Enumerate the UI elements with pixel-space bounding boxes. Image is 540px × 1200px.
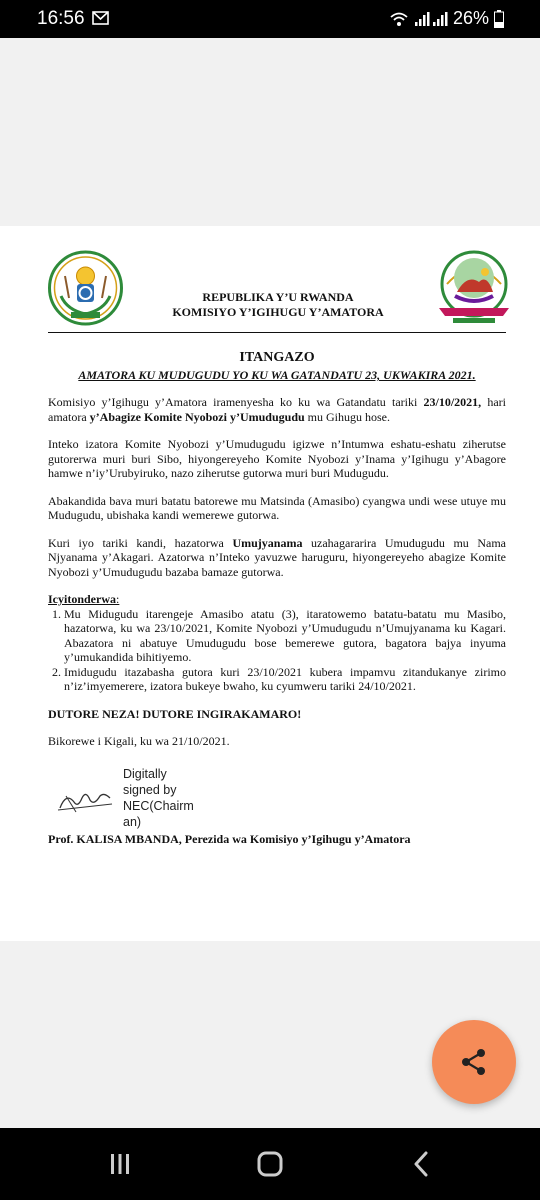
wifi-icon [389, 11, 409, 27]
notes-heading-text: Icyitonderwa [48, 592, 116, 606]
home-button[interactable] [252, 1146, 288, 1182]
handwritten-signature [56, 786, 116, 814]
digital-signature-line: an) [123, 815, 142, 829]
document-header [0, 226, 540, 336]
recents-icon [107, 1151, 133, 1177]
paragraph-3: Abakandida bava muri batatu batorewe mu Matsinda (Amasibo) cyangwa undi wese utuye mu Mudugudu, ubishaka kandi wemerewe gutorwa. [48, 493, 506, 522]
header-commission: KOMISIYO Y’IGIHUGU Y’AMATORA [172, 305, 384, 319]
header-republic: REPUBLIKA Y’U RWANDA [202, 290, 354, 304]
digital-signature-line: NEC(Chairm [123, 799, 194, 813]
back-icon [410, 1151, 434, 1177]
share-icon [459, 1047, 489, 1077]
header-title [130, 290, 426, 320]
battery-icon [494, 10, 504, 28]
signer-name: Prof. KALISA MBANDA, Perezida wa Komisiyo y’Igihugu y’Amatora [48, 832, 411, 846]
rwanda-coat-of-arms-seal [47, 248, 124, 328]
paragraph-2: Inteko izatora Komite Nyobozi y’Umudugudu igizwe n’Intumwa eshatu-eshatu ziherutse gutorerwa muri buri Sibo, hiyongereyeho Komite Nyobozi y’Inama y’Igihugu y’Abagore hamwe n’iy’Urubyiruko, nazo ziherutse gutorwa muri buri Mudugudu. [48, 437, 506, 480]
notice-body [48, 395, 506, 762]
notes-list [48, 607, 506, 694]
p1-text-2: hari amatora [48, 395, 507, 424]
paragraph-4 [48, 536, 506, 580]
nec-logo [433, 248, 515, 328]
status-time: 16:56 [37, 8, 85, 29]
slogan: DUTORE NEZA! DUTORE INGIRAKAMARO! [48, 706, 302, 721]
digital-signature-text [123, 766, 203, 830]
signal-icon [414, 11, 448, 27]
p1-text-3: mu Gihugu hose. [304, 409, 391, 424]
p4-bold: Umujyanama [232, 535, 303, 550]
document-page[interactable] [0, 226, 540, 941]
status-icons [389, 8, 504, 29]
note-item: 2. Imidugudu itazabasha gutora kuri 23/10/2021 kubera impamvu zitandukanye zirimo n’iz’imyemerere, izatora bukeye bwaho, ku cyumweru tariki 24/10/2021. [64, 665, 506, 694]
p1-text: Komisiyo y’Igihugu y’Amatora iramenyesha ko ku wa Gatandatu tariki [48, 395, 424, 409]
notes-heading-colon: : [116, 592, 120, 606]
recents-button[interactable] [102, 1146, 138, 1182]
notes-heading [48, 592, 506, 607]
mail-icon [92, 11, 109, 25]
p1-bold: y’Abagize Komite Nyobozi y’Umudugudu [89, 409, 305, 424]
notice-title: ITANGAZO [239, 350, 315, 365]
header-divider [48, 332, 506, 333]
status-bar [0, 0, 540, 38]
signature-block [48, 766, 506, 836]
share-button[interactable] [432, 1020, 516, 1104]
p4-text-2: uzahagararira Umudugudu mu Nama Njyanama y’Akagari. Azatorwa n’Inteko yavuzwe haruguru, hiyongereyeho abagize Komite Nyobozi y’Umudugudu bazaba bamaze gutorwa. [48, 535, 506, 579]
navigation-bar [0, 1128, 540, 1200]
digital-signature-line: signed by [123, 783, 177, 797]
digital-signature-line: Digitally [123, 767, 167, 781]
p1-date: 23/10/2021, [423, 395, 482, 409]
back-button[interactable] [404, 1146, 440, 1182]
home-icon [256, 1150, 284, 1178]
place-date: Bikorewe i Kigali, ku wa 21/10/2021. [48, 734, 230, 748]
p4-text: Kuri iyo tariki kandi, hazatorwa [48, 535, 233, 550]
note-item: 1. Mu Midugudu itarengeje Amasibo atatu (3), itaratowemo batatu-batatu mu Masibo, hazatorwa, ku wa 23/10/2021, Komite Nyobozi y’Umudugudu n’Umujyanama ku Kagari. Abazatora ni abatuye Umudugudu bose bemerewe gutora, bagatora bajya inyuma y’umukandida bihitiyemo. [64, 607, 506, 665]
notice-subtitle: AMATORA KU MUDUGUDU YO KU WA GATANDATU 23, UKWAKIRA 2021. [78, 368, 476, 382]
battery-percent: 26% [452, 8, 489, 28]
paragraph-1 [48, 395, 506, 424]
